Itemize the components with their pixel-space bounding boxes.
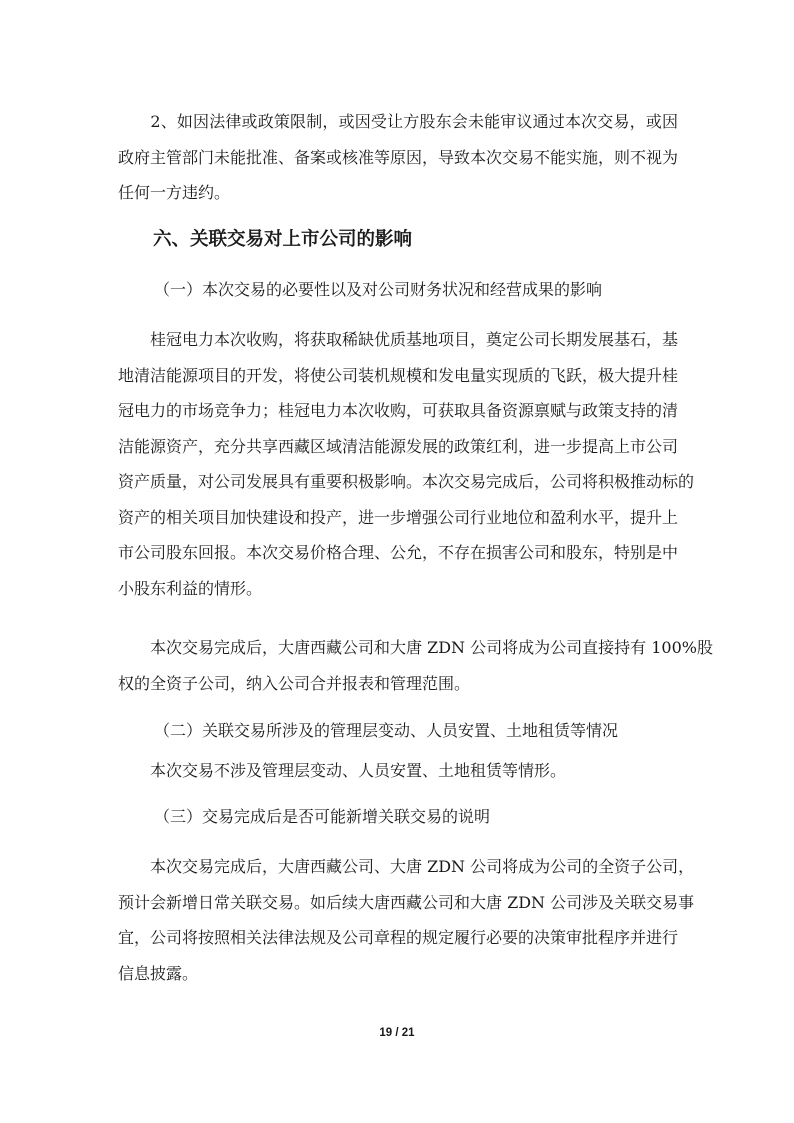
paragraph-no-management-change: [118, 753, 678, 789]
text-line: 洁能源资产，充分共享西藏区域清洁能源发展的政策红利，进一步提高上市公司: [118, 436, 679, 456]
text-line: 本次交易完成后，大唐西藏公司和大唐 ZDN 公司将成为公司直接持有 100%股: [118, 638, 713, 657]
text-line: 权的全资子公司，纳入公司合并报表和管理范围。: [118, 673, 471, 693]
text-line: 预计会新增日常关联交易。如后续大唐西藏公司和大唐 ZDN 公司涉及关联交易事: [118, 892, 695, 912]
paragraph-necessity: [118, 322, 695, 606]
subsection-heading-2: （二）关联交易所涉及的管理层变动、人员安置、土地租赁等情况: [154, 721, 619, 740]
text-line: 本次交易完成后，大唐西藏公司、大唐 ZDN 公司将成为公司的全资子公司，: [118, 857, 695, 876]
text-line: 资产质量，对公司发展具有重要积极影响。本次交易完成后，公司将积极推动标的: [118, 472, 695, 491]
text-line: 冠电力的市场竞争力；桂冠电力本次收购，可获取具备资源禀赋与政策支持的清: [118, 401, 679, 420]
page-number: 19 / 21: [379, 1027, 415, 1039]
text-line: 资产的相关项目加快建设和投产，进一步增强公司行业地位和盈利水平，提升上: [118, 507, 679, 527]
text-line: 地清洁能源项目的开发，将使公司装机规模和发电量实现质的飞跃，极大提升桂: [118, 365, 679, 385]
text-line: 市公司股东回报。本次交易价格合理、公允，不存在损害公司和股东，特别是中: [118, 543, 679, 562]
section-heading: 六、关联交易对上市公司的影响: [153, 229, 413, 250]
paragraph-related-transactions: [118, 849, 695, 991]
subsection-heading-1: （一）本次交易的必要性以及对公司财务状况和经营成果的影响: [154, 280, 603, 299]
text-line: 宜，公司将按照相关法律法规及公司章程的规定履行必要的决策审批程序并进行: [118, 928, 679, 947]
text-line: 桂冠电力本次收购，将获取稀缺优质基地项目，奠定公司长期发展基石，基: [118, 330, 679, 349]
text-line: 小股东利益的情形。: [118, 578, 263, 598]
subsection-heading-3: （三）交易完成后是否可能新增关联交易的说明: [154, 807, 491, 826]
text-line: 2、如因法律或政策限制，或因受让方股东会未能审议通过本次交易，或因: [118, 112, 678, 131]
paragraph-subsidiaries: [118, 630, 713, 701]
text-line: 任何一方违约。: [118, 183, 231, 202]
paragraph-contract-breach: [118, 104, 678, 211]
text-line: 信息披露。: [118, 963, 199, 983]
text-line: 本次交易不涉及管理层变动、人员安置、土地租赁等情形。: [118, 761, 567, 780]
text-line: 政府主管部门未能批准、备案或核准等原因，导致本次交易不能实施，则不视为: [118, 147, 679, 167]
